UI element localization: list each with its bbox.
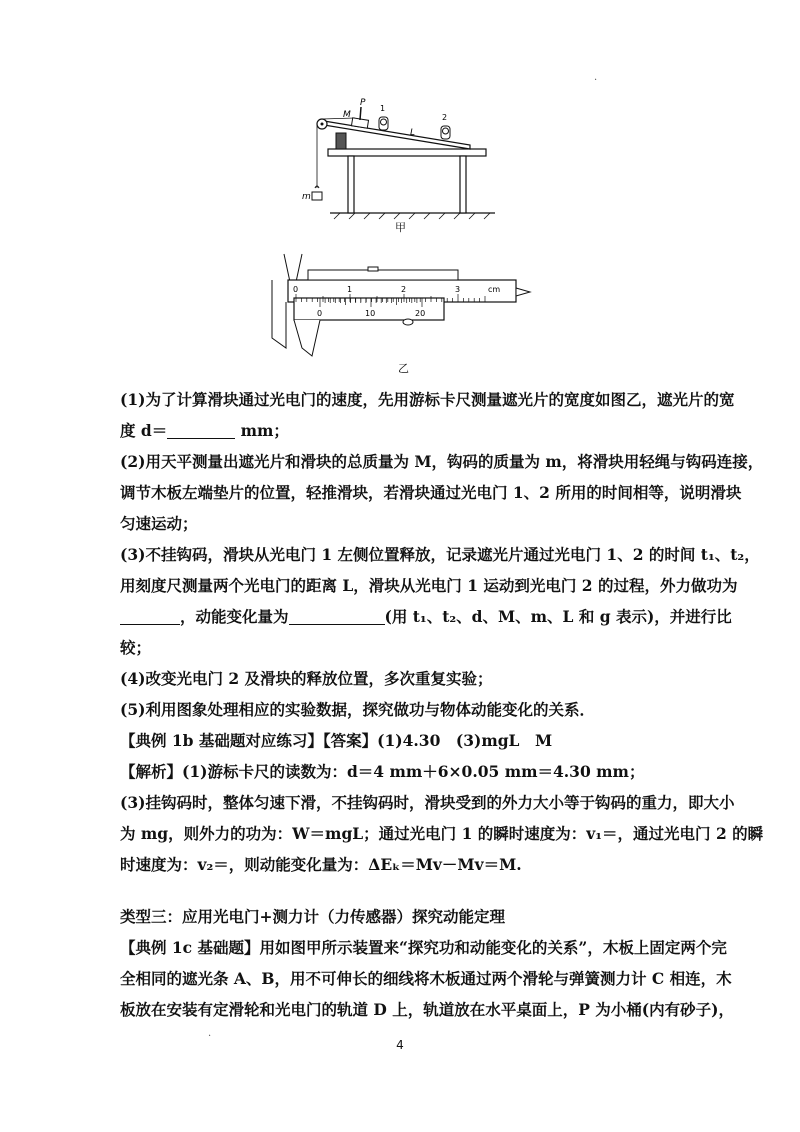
text-line: (5)利用图象处理相应的实验数据，探究做功与物体动能变化的关系． (120, 700, 595, 719)
label-m-upper: M (343, 110, 351, 120)
text-line: (2)用天平测量出遮光片和滑块的总质量为 M，钩码的质量为 m，将滑块用轻绳与钩码连接， (120, 452, 764, 471)
vernier-scale-20: 20 (415, 309, 426, 318)
vernier-scale-10: 10 (365, 309, 376, 318)
main-scale-unit: cm (488, 285, 501, 294)
text-line: 匀速运动； (120, 514, 198, 533)
main-scale-3: 3 (455, 285, 461, 294)
answer-line: 【典例 1b 基础题对应练习】【答案】(1)4.30 (3)mgL M (120, 731, 553, 750)
stray-dot: . (208, 1028, 212, 1039)
label-l: L (410, 128, 416, 138)
main-scale-0: 0 (293, 285, 299, 294)
answer-blank-energy[interactable] (289, 606, 385, 625)
figure-caption-b: 乙 (398, 362, 409, 375)
text-line: (3)不挂钩码，滑块从光电门 1 左侧位置释放，记录遮光片通过光电门 1、2 的时间 t₁、t₂， (120, 545, 760, 564)
main-scale-1: 1 (347, 285, 353, 294)
stray-dot: . (594, 72, 598, 83)
text-line: 度 d＝ mm； (120, 421, 289, 440)
text-line: 较； (120, 638, 152, 657)
answer-blank-d[interactable] (167, 420, 235, 439)
text-line: ，动能变化量为 (用 t₁、t₂、d、M、m、L 和 g 表示)，并进行比 (120, 601, 685, 632)
figure-caption-a: 甲 (395, 221, 406, 234)
analysis-line: 【解析】(1)游标卡尺的读数为：d＝4 mm＋6×0.05 mm＝4.30 mm； (120, 762, 645, 781)
analysis-line: (3)挂钩码时，整体匀速下滑，不挂钩码时，滑块受到的外力大小等于钩码的重力，即大小 (120, 793, 735, 812)
apparatus-diagram (300, 95, 500, 235)
figure-caliper (268, 252, 534, 368)
text-line: 板放在安装有定滑轮和光电门的轨道 D 上，轨道放在水平桌面上，P 为小桶(内有砂子)， (120, 1000, 734, 1019)
vernier-scale-0: 0 (317, 309, 323, 318)
section-heading: 类型三：应用光电门+测力计（力传感器）探究动能定理 (120, 907, 505, 926)
label-gate-2: 2 (442, 113, 448, 122)
text-line: (1)为了计算滑块通过光电门的速度，先用游标卡尺测量遮光片的宽度如图乙，遮光片的宽 (120, 390, 735, 409)
text-line: (4)改变光电门 2 及滑块的释放位置，多次重复实验； (120, 669, 493, 688)
main-scale-2: 2 (401, 285, 407, 294)
text-line: 【典例 1c 基础题】用如图甲所示装置来“探究功和动能变化的关系”，木板上固定两个完 (120, 938, 727, 957)
problem-text (120, 384, 764, 1025)
text-line: 全相同的遮光条 A、B，用不可伸长的细线将木板通过两个滑轮与弹簧测力计 C 相连，木 (120, 969, 732, 988)
answer-blank-work[interactable] (120, 606, 180, 625)
label-gate-1: 1 (380, 104, 386, 113)
label-m-lower: m (302, 192, 311, 202)
text-line: 用刻度尺测量两个光电门的距离 L，滑块从光电门 1 运动到光电门 2 的过程，外力做功为 (120, 576, 738, 595)
analysis-line: 时速度为：v₂＝，则动能变化量为：ΔEₖ＝Mv－Mv＝M. (120, 855, 522, 874)
figure-apparatus (300, 95, 500, 239)
vernier-caliper-diagram (268, 252, 534, 364)
label-p: P (360, 98, 366, 108)
text-line: 调节木板左端垫片的位置，轻推滑块，若滑块通过光电门 1、2 所用的时间相等，说明滑块 (120, 483, 742, 502)
analysis-line: 为 mg，则外力的功为：W＝mgL；通过光电门 1 的瞬时速度为：v₁＝，通过光电门 2 的瞬 (120, 824, 764, 843)
page-number: 4 (396, 1038, 404, 1052)
